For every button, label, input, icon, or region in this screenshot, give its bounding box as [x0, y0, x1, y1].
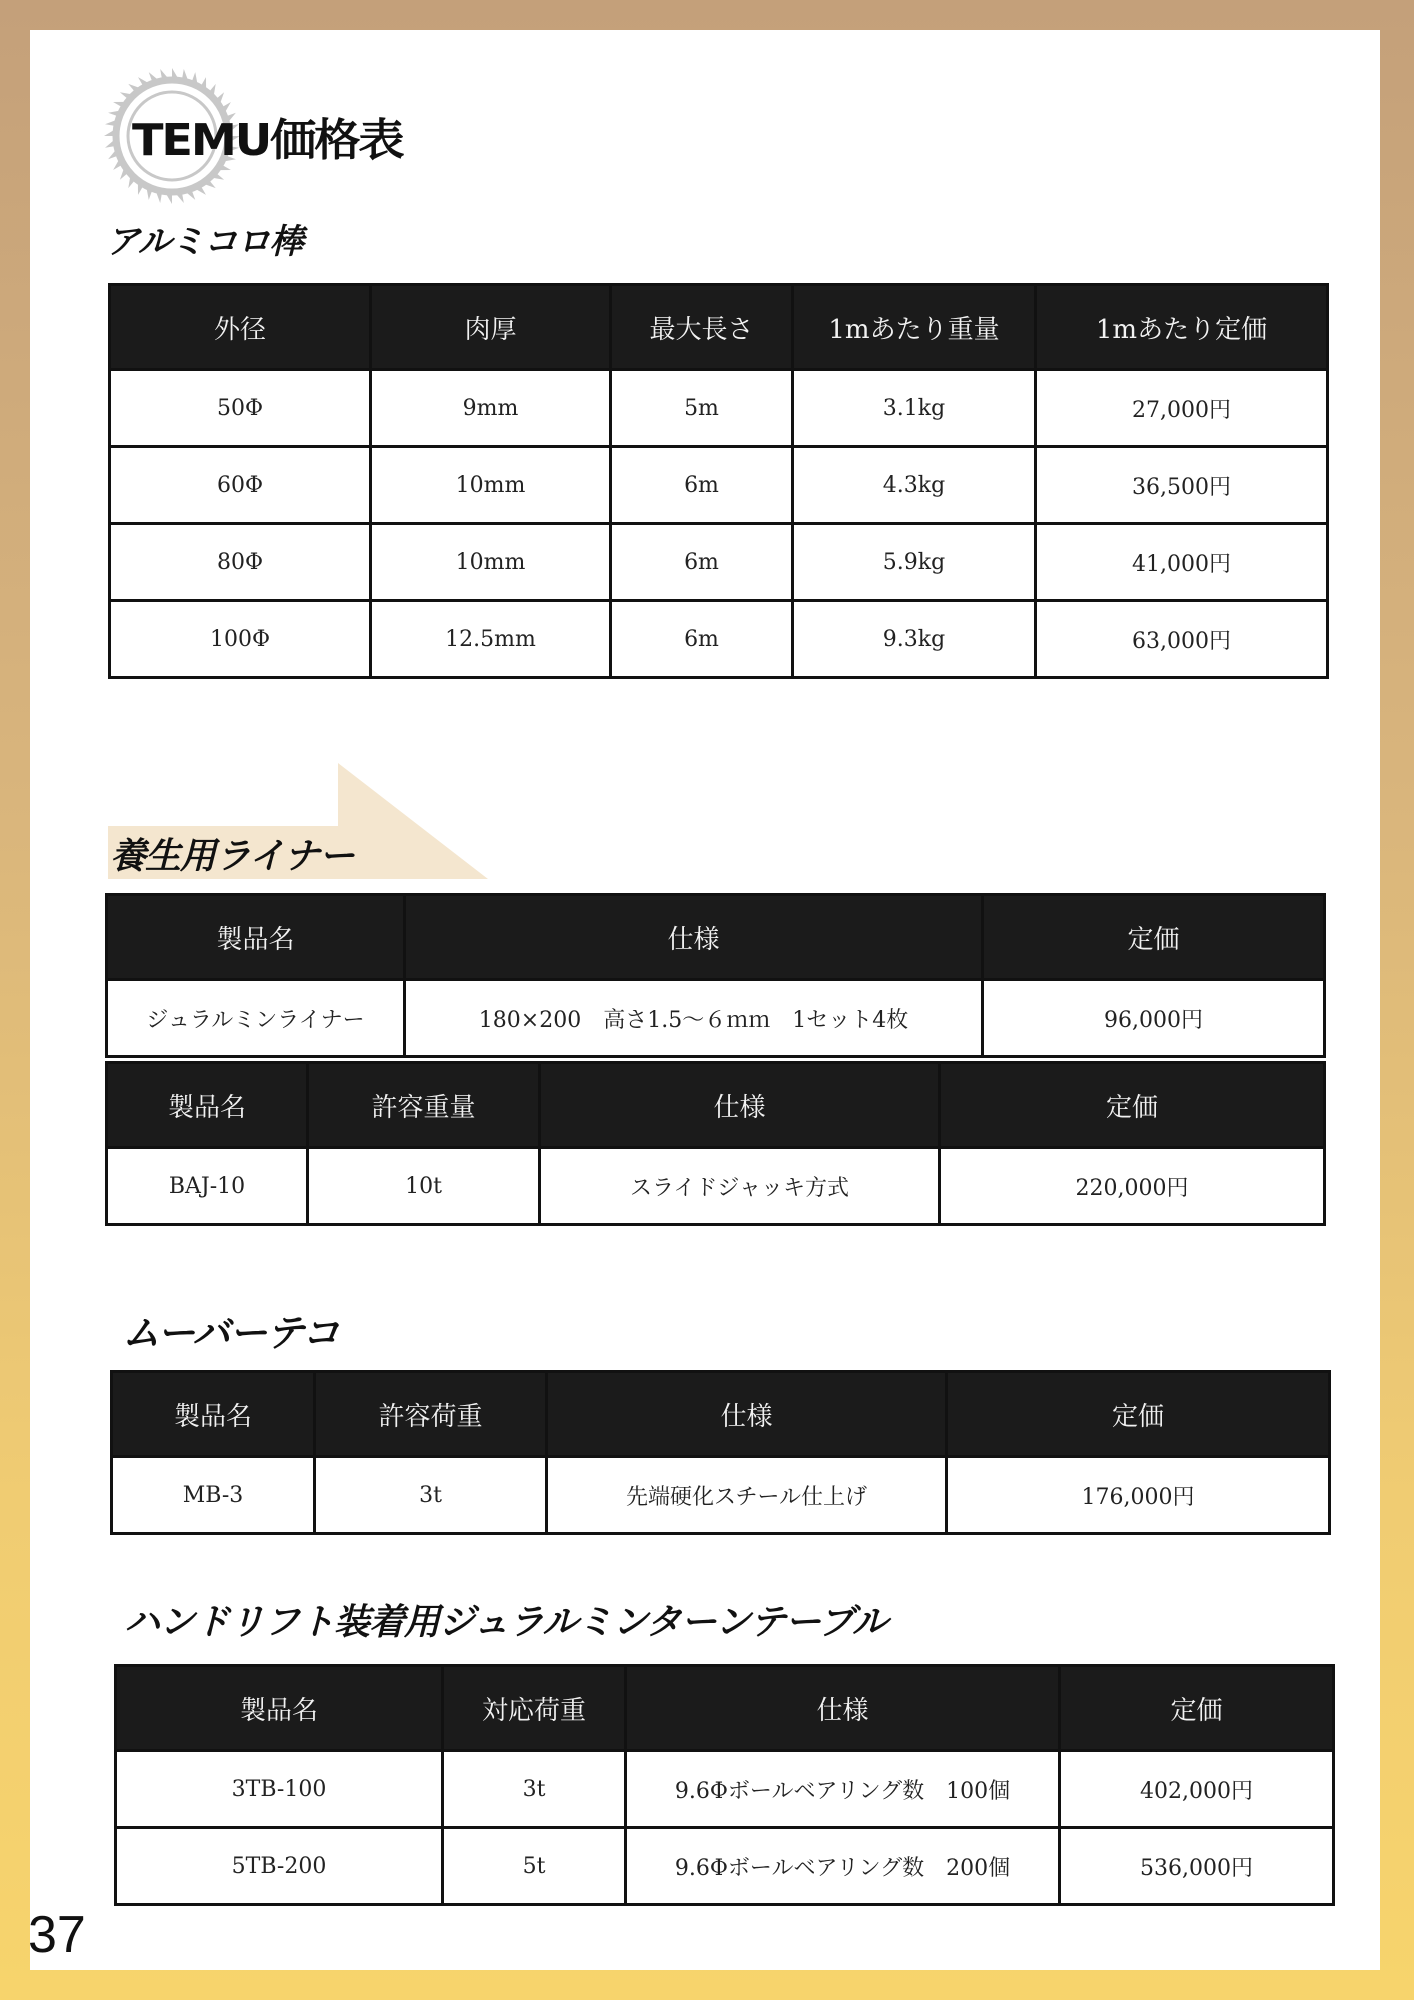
- column-header: 外径: [110, 285, 371, 370]
- column-header: 許容重量: [308, 1063, 540, 1148]
- table-cell: 5m: [611, 370, 793, 447]
- saw-tooth: [149, 72, 158, 81]
- table-cell: 12.5mm: [371, 601, 611, 678]
- table-cell: ジュラルミンライナー: [107, 980, 405, 1057]
- column-header: 許容荷重: [315, 1372, 547, 1457]
- slide-jack-table: [105, 1061, 1326, 1226]
- table-row: [110, 370, 1328, 447]
- section-title-aluminum-roller: アルミコロ棒: [106, 222, 303, 262]
- mover-lever-table: [110, 1370, 1331, 1535]
- column-header: 定価: [1060, 1666, 1334, 1751]
- page-title: TEMU価格表: [132, 115, 403, 166]
- column-header: 仕様: [540, 1063, 940, 1148]
- table-cell: 63,000円: [1036, 601, 1328, 678]
- table-cell: 100Φ: [110, 601, 371, 678]
- column-header: 製品名: [107, 895, 405, 980]
- table-cell: 180×200 高さ1.5～６ｍｍ 1セット4枚: [405, 980, 983, 1057]
- table-row: [107, 1148, 1325, 1225]
- saw-tooth: [176, 193, 184, 203]
- column-header: 仕様: [626, 1666, 1060, 1751]
- table-row: [110, 601, 1328, 678]
- table-cell: 5.9kg: [793, 524, 1036, 601]
- column-header: 製品名: [107, 1063, 308, 1148]
- table-cell: 3.1kg: [793, 370, 1036, 447]
- column-header: 製品名: [116, 1666, 443, 1751]
- saw-tooth: [105, 120, 116, 126]
- table-cell: 36,500円: [1036, 447, 1328, 524]
- table-row: [110, 447, 1328, 524]
- aluminum-roller-table: [108, 283, 1329, 679]
- saw-tooth: [108, 150, 117, 159]
- column-header: 製品名: [112, 1372, 315, 1457]
- column-header: 対応荷重: [443, 1666, 626, 1751]
- saw-tooth: [105, 140, 115, 148]
- table-cell: 27,000円: [1036, 370, 1328, 447]
- table-cell: 9mm: [371, 370, 611, 447]
- table-cell: 3TB-100: [116, 1751, 443, 1828]
- table-cell: 60Φ: [110, 447, 371, 524]
- table-row: [110, 524, 1328, 601]
- column-header: 定価: [947, 1372, 1330, 1457]
- table-cell: スライドジャッキ方式: [540, 1148, 940, 1225]
- table-cell: 6m: [611, 601, 793, 678]
- page-number: 37: [28, 1906, 86, 1964]
- table-cell: 5t: [443, 1828, 626, 1905]
- column-header: 仕様: [405, 895, 983, 980]
- table-cell: 3t: [443, 1751, 626, 1828]
- table-cell: 先端硬化スチール仕上げ: [547, 1457, 947, 1534]
- column-header: 肉厚: [371, 285, 611, 370]
- table-cell: 50Φ: [110, 370, 371, 447]
- column-header: 定価: [983, 895, 1325, 980]
- table-cell: 10t: [308, 1148, 540, 1225]
- saw-tooth: [156, 192, 162, 203]
- section-title-liner: 養生用ライナー: [110, 836, 354, 877]
- table-cell: 220,000円: [940, 1148, 1325, 1225]
- section-title-turntable: ハンドリフト装着用ジュラルミンターンテーブル: [124, 1602, 887, 1643]
- turntable-table: [114, 1664, 1335, 1906]
- table-cell: MB-3: [112, 1457, 315, 1534]
- table-cell: 9.6Φボールベアリング数 100個: [626, 1751, 1060, 1828]
- column-header: 1mあたり重量: [793, 285, 1036, 370]
- table-cell: 176,000円: [947, 1457, 1330, 1534]
- saw-tooth: [182, 69, 188, 80]
- saw-tooth: [160, 69, 168, 79]
- table-row: [112, 1457, 1330, 1534]
- column-header: 定価: [940, 1063, 1325, 1148]
- table-row: [116, 1828, 1334, 1905]
- table-cell: 10mm: [371, 524, 611, 601]
- table-row: [107, 980, 1325, 1057]
- table-cell: BAJ-10: [107, 1148, 308, 1225]
- column-header: 仕様: [547, 1372, 947, 1457]
- section-title-mover-lever: ムーバーテコ: [122, 1311, 339, 1355]
- table-cell: 9.6Φボールベアリング数 200個: [626, 1828, 1060, 1905]
- column-header: 1mあたり定価: [1036, 285, 1328, 370]
- table-cell: 402,000円: [1060, 1751, 1334, 1828]
- table-cell: 80Φ: [110, 524, 371, 601]
- table-cell: 536,000円: [1060, 1828, 1334, 1905]
- table-cell: 6m: [611, 524, 793, 601]
- table-cell: 3t: [315, 1457, 547, 1534]
- table-row: [116, 1751, 1334, 1828]
- table-cell: 41,000円: [1036, 524, 1328, 601]
- table-cell: 5TB-200: [116, 1828, 443, 1905]
- table-cell: 96,000円: [983, 980, 1325, 1057]
- saw-tooth: [186, 191, 195, 200]
- liner-table: [105, 893, 1326, 1058]
- table-cell: 9.3kg: [793, 601, 1036, 678]
- table-cell: 4.3kg: [793, 447, 1036, 524]
- table-cell: 6m: [611, 447, 793, 524]
- column-header: 最大長さ: [611, 285, 793, 370]
- table-cell: 10mm: [371, 447, 611, 524]
